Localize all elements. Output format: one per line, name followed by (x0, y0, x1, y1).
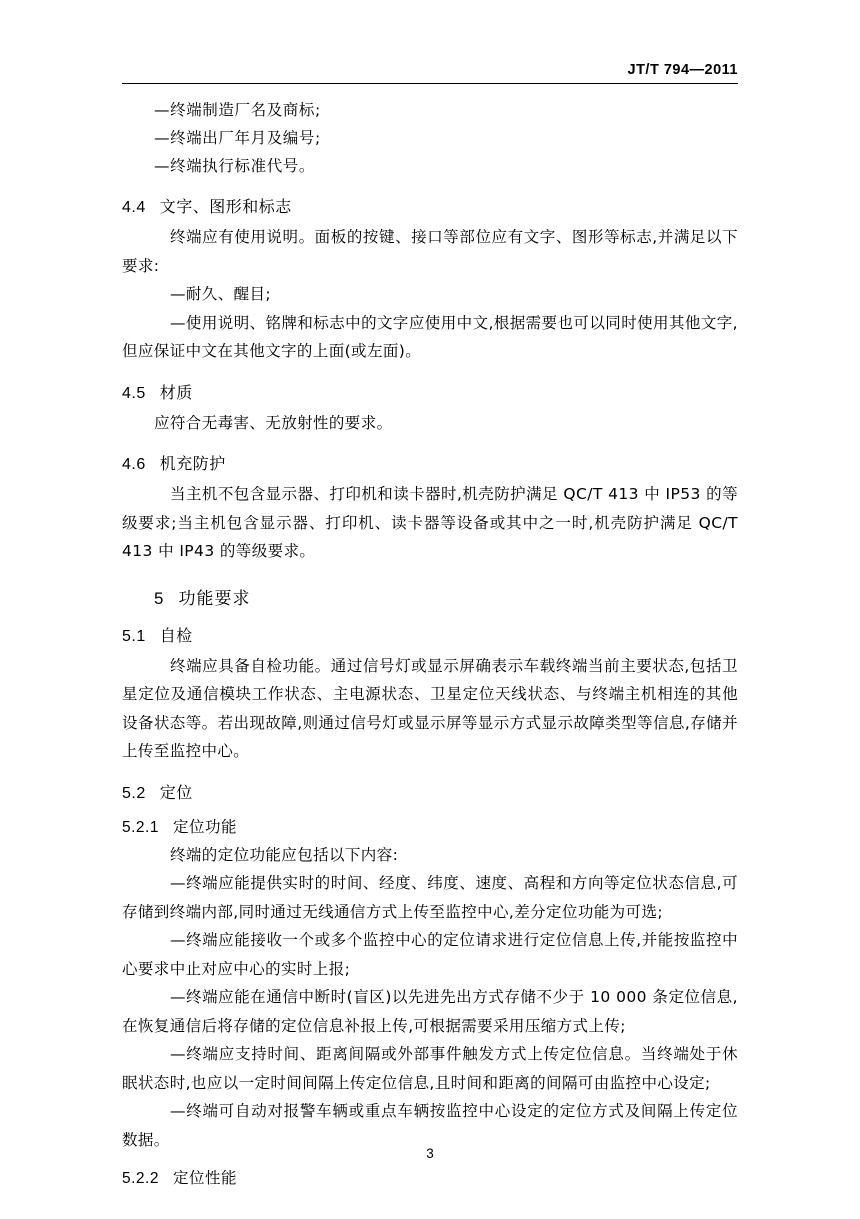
section-heading-4-5 (122, 380, 738, 403)
list-item: —终端制造厂名及商标; (154, 101, 321, 119)
section-number: 4.5 (122, 384, 146, 402)
paragraph: —使用说明、铭牌和标志中的文字应使用中文,根据需要也可以同时使用其他文字,但应保证中文在其他文字的上面(或左面)。 (122, 313, 738, 360)
list-item: —终端执行标准代号。 (154, 157, 316, 175)
section-number: 4.6 (122, 456, 146, 473)
paragraph: 应符合无毒害、无放射性的要求。 (154, 413, 393, 432)
paragraph: 终端的定位功能应包括以下内容: (170, 845, 399, 864)
clause-heading-5 (122, 584, 738, 609)
section-title: 定位 (159, 782, 193, 802)
section-title: 自检 (159, 625, 193, 645)
section-heading-5-2-2 (122, 1166, 738, 1188)
section-heading-4-4 (122, 194, 738, 217)
page-number: 3 (426, 1146, 434, 1161)
section-title: 定位性能 (172, 1169, 237, 1187)
section-number: 5.2 (122, 784, 146, 802)
section-title: 文字、图形和标志 (159, 197, 292, 216)
paragraph: 当主机不包含显示器、打印机和读卡器时,机壳防护满足 QC/T 413 中 IP53 的等级要求;当主机包含显示器、打印机、读卡器等设备或其中之一时,机壳防护满足 QC/T 413 中 IP43 的等级要求。 (122, 485, 738, 560)
list-item: —终端应能在通信中断时(盲区)以先进先出方式存储不少于 10 000 条定位信息,在恢复通信后将存储的定位信息补报上传,可根据需要采用压缩方式上传; (122, 988, 738, 1035)
section-heading-5-2 (122, 780, 738, 803)
section-number: 5.2.1 (122, 818, 159, 836)
paragraph: 终端应有使用说明。面板的按键、接口等部位应有文字、图形等标志,并满足以下要求: (122, 228, 738, 275)
section-heading-5-1 (122, 623, 738, 646)
header-divider (122, 83, 738, 84)
section-heading-4-6 (122, 451, 738, 474)
section-number: 4.4 (122, 199, 146, 216)
section-title: 定位功能 (172, 817, 237, 836)
list-item: —终端应能接收一个或多个监控中心的定位请求进行定位信息上传,并能按监控中心要求中止对应中心的实时上报; (122, 931, 738, 978)
section-title: 材质 (159, 382, 193, 402)
list-item: —终端出厂年月及编号; (154, 129, 321, 147)
list-item: —终端应能提供实时的时间、经度、纬度、速度、高程和方向等定位状态信息,可存储到终端内部,同时通过无线通信方式上传至监控中心,差分定位功能为可选; (122, 874, 738, 921)
page-header (122, 58, 738, 84)
standard-id: JT/T 794—2011 (627, 62, 738, 78)
section-title: 机充防护 (159, 454, 226, 473)
page-content (122, 96, 738, 1192)
section-number: 5.1 (122, 627, 146, 645)
bullet-list-top (122, 96, 738, 180)
clause-title: 功能要求 (178, 588, 251, 609)
section-heading-5-2-1 (122, 815, 738, 837)
list-item: —终端应支持时间、距离间隔或外部事件触发方式上传定位信息。当终端处于休眠状态时,也应以一定时间间隔上传定位信息,且时间和距离的间隔可由监控中心设定; (122, 1045, 738, 1092)
page-footer (0, 1146, 860, 1161)
clause-number: 5 (154, 588, 165, 608)
paragraph: —耐久、醒目; (170, 285, 272, 303)
list-item: —终端可自动对报警车辆或重点车辆按监控中心设定的定位方式及间隔上传定位数据。 (122, 1102, 738, 1149)
paragraph: 终端应具备自检功能。通过信号灯或显示屏确表示车载终端当前主要状态,包括卫星定位及通信模块工作状态、主电源状态、卫星定位天线状态、与终端主机相连的其他设备状态等。若出现故障,则通过信号灯或显示屏等显示方式显示故障类型等信息,存储并上传至监控中心。 (122, 656, 738, 760)
section-number: 5.2.2 (122, 1170, 159, 1187)
